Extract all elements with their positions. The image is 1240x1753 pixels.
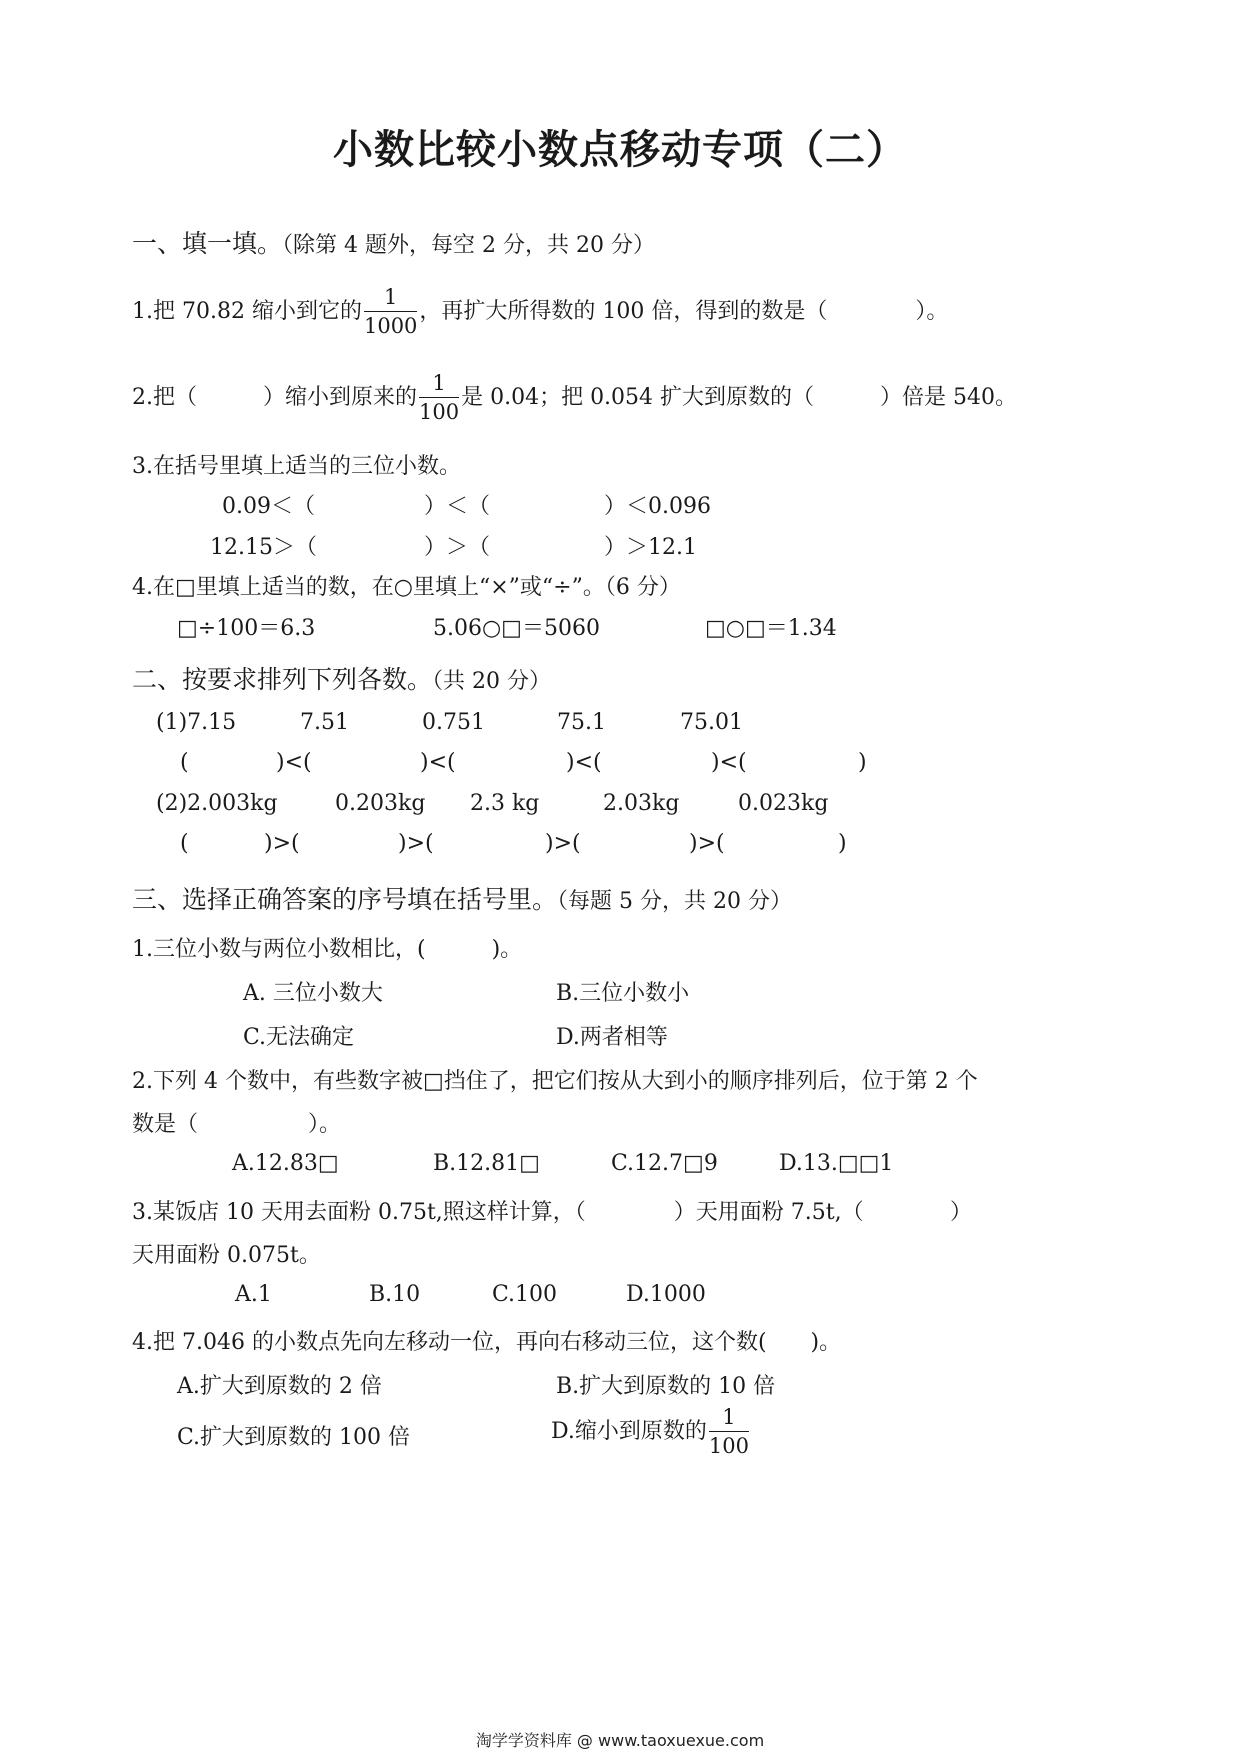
s1-q4-item-1: □÷100＝6.3 [177, 616, 316, 641]
s3-question-1: 1.三位小数与两位小数相比，( )。 [132, 937, 523, 962]
s1-question-1 [132, 287, 948, 337]
s2-p2-blank: )>( [398, 831, 434, 856]
s3-q3-option-a: A.1 [235, 1282, 272, 1307]
section3-heading [132, 880, 792, 916]
s3-q2-option-a: A.12.83□ [232, 1151, 339, 1176]
s2-p2-blank: )>( [264, 831, 300, 856]
fraction-numerator: 1 [419, 373, 459, 398]
fraction-numerator: 1 [709, 1407, 749, 1432]
section3-note: （每题 5 分，共 20 分） [557, 889, 792, 914]
s3-question-2-line2: 数是（ ）。 [132, 1112, 342, 1137]
s2-p1-blank: )<( [420, 750, 456, 775]
s1-q3-row1-a: 0.09＜（ [222, 494, 315, 519]
s3-q2-option-c: C.12.7□9 [611, 1151, 718, 1176]
section3-title: 三、选择正确答案的序号填在括号里。 [132, 885, 558, 914]
s2-p2-num: 0.023kg [738, 791, 829, 816]
s1-q1-pre: 1.把 70.82 缩小到它的 [132, 299, 362, 324]
s3-q3-option-d: D.1000 [626, 1282, 706, 1307]
s1-q3-row2-a: 12.15＞（ [210, 535, 317, 560]
s2-p2-label: (2)2.003kg [156, 791, 278, 816]
s1-question-4: 4.在□里填上适当的数，在○里填上“×”或“÷”。（6 分） [132, 575, 681, 600]
fraction-denominator: 100 [419, 400, 460, 424]
s1-question-2 [132, 373, 1017, 423]
s3-q4-option-d [551, 1407, 751, 1457]
section2-title: 二、按要求排列下列各数。 [132, 665, 433, 694]
s3-q2-option-d: D.13.□□1 [779, 1151, 894, 1176]
s1-q1-post: ，再扩大所得数的 100 倍，得到的数是（ ）。 [419, 299, 949, 324]
footer-watermark: 淘学学资料库 @ www.taoxuexue.com [475, 1731, 765, 1750]
s3-q3-option-c: C.100 [492, 1282, 558, 1307]
fraction-1-1000 [364, 287, 417, 337]
s1-q3-row1-c: ）＜0.096 [604, 494, 711, 519]
s1-q4-item-3: □○□＝1.34 [705, 616, 837, 641]
s1-q2-post: 是 0.04；把 0.054 扩大到原数的（ ）倍是 540。 [461, 385, 1018, 410]
s3-question-4: 4.把 7.046 的小数点先向左移动一位，再向右移动三位，这个数( )。 [132, 1330, 842, 1355]
s2-p1-num: 75.01 [680, 710, 743, 735]
s2-p1-num: 7.51 [300, 710, 349, 735]
fraction-numerator: 1 [364, 287, 417, 312]
fraction-denominator: 100 [708, 1434, 749, 1458]
s3-q3-option-b: B.10 [369, 1282, 421, 1307]
s2-p2-num: 0.203kg [335, 791, 426, 816]
section2-note: （共 20 分） [432, 669, 551, 694]
s2-p1-blank: ( [180, 750, 189, 775]
s1-q3-row1-b: ）＜（ [424, 494, 491, 519]
s1-q3-row2-c: ）＞12.1 [604, 535, 697, 560]
s3-q4-option-d-text: D.缩小到原数的 [551, 1419, 707, 1444]
s3-q1-option-c: C.无法确定 [243, 1025, 355, 1050]
s3-question-3-line2: 天用面粉 0.075t。 [132, 1243, 321, 1268]
s2-p1-blank: )<( [566, 750, 602, 775]
s3-question-2-line1: 2.下列 4 个数中，有些数字被□挡住了，把它们按从大到小的顺序排列后，位于第 2 个 [132, 1069, 978, 1094]
s1-q4-item-2: 5.06○□＝5060 [433, 616, 600, 641]
s3-q4-option-b: B.扩大到原数的 10 倍 [556, 1374, 776, 1399]
section1-title: 一、填一填。 [132, 229, 283, 258]
s1-question-3: 3.在括号里填上适当的三位小数。 [132, 454, 461, 479]
s2-p1-blank: ) [858, 750, 867, 775]
s2-p2-blank: ) [838, 831, 847, 856]
s2-p2-num: 2.03kg [603, 791, 680, 816]
s2-p1-label: (1)7.15 [156, 710, 237, 735]
s2-p1-num: 0.751 [422, 710, 485, 735]
section1-note: （除第 4 题外，每空 2 分，共 20 分） [282, 233, 655, 258]
s2-p1-blank: )<( [276, 750, 312, 775]
fraction-denominator: 1000 [363, 314, 418, 338]
s2-p2-blank: )>( [545, 831, 581, 856]
s3-q4-option-c: C.扩大到原数的 100 倍 [177, 1425, 411, 1450]
s3-q1-option-b: B.三位小数小 [556, 981, 690, 1006]
s3-question-3-line1: 3.某饭店 10 天用去面粉 0.75t,照这样计算，（ ）天用面粉 7.5t,（ [132, 1200, 864, 1225]
s1-q2-pre: 2.把（ ）缩小到原来的 [132, 385, 417, 410]
s2-p2-blank: ( [180, 831, 189, 856]
s3-question-3-close: ） [950, 1200, 973, 1225]
section2-heading [132, 660, 551, 696]
s3-q4-option-a: A.扩大到原数的 2 倍 [177, 1374, 382, 1399]
page-title: 小数比较小数点移动专项（二） [333, 127, 907, 173]
s3-q1-option-a: A. 三位小数大 [243, 981, 383, 1006]
fraction-1-100 [419, 373, 459, 423]
s2-p1-blank: )<( [711, 750, 747, 775]
s3-q1-option-d: D.两者相等 [556, 1025, 668, 1050]
s2-p2-blank: )>( [689, 831, 725, 856]
s2-p2-num: 2.3 kg [470, 791, 540, 816]
fraction-1-100 [709, 1407, 749, 1457]
section1-heading [132, 224, 655, 260]
s2-p1-num: 75.1 [557, 710, 606, 735]
s3-q2-option-b: B.12.81□ [433, 1151, 540, 1176]
s1-q3-row2-b: ）＞（ [424, 535, 491, 560]
